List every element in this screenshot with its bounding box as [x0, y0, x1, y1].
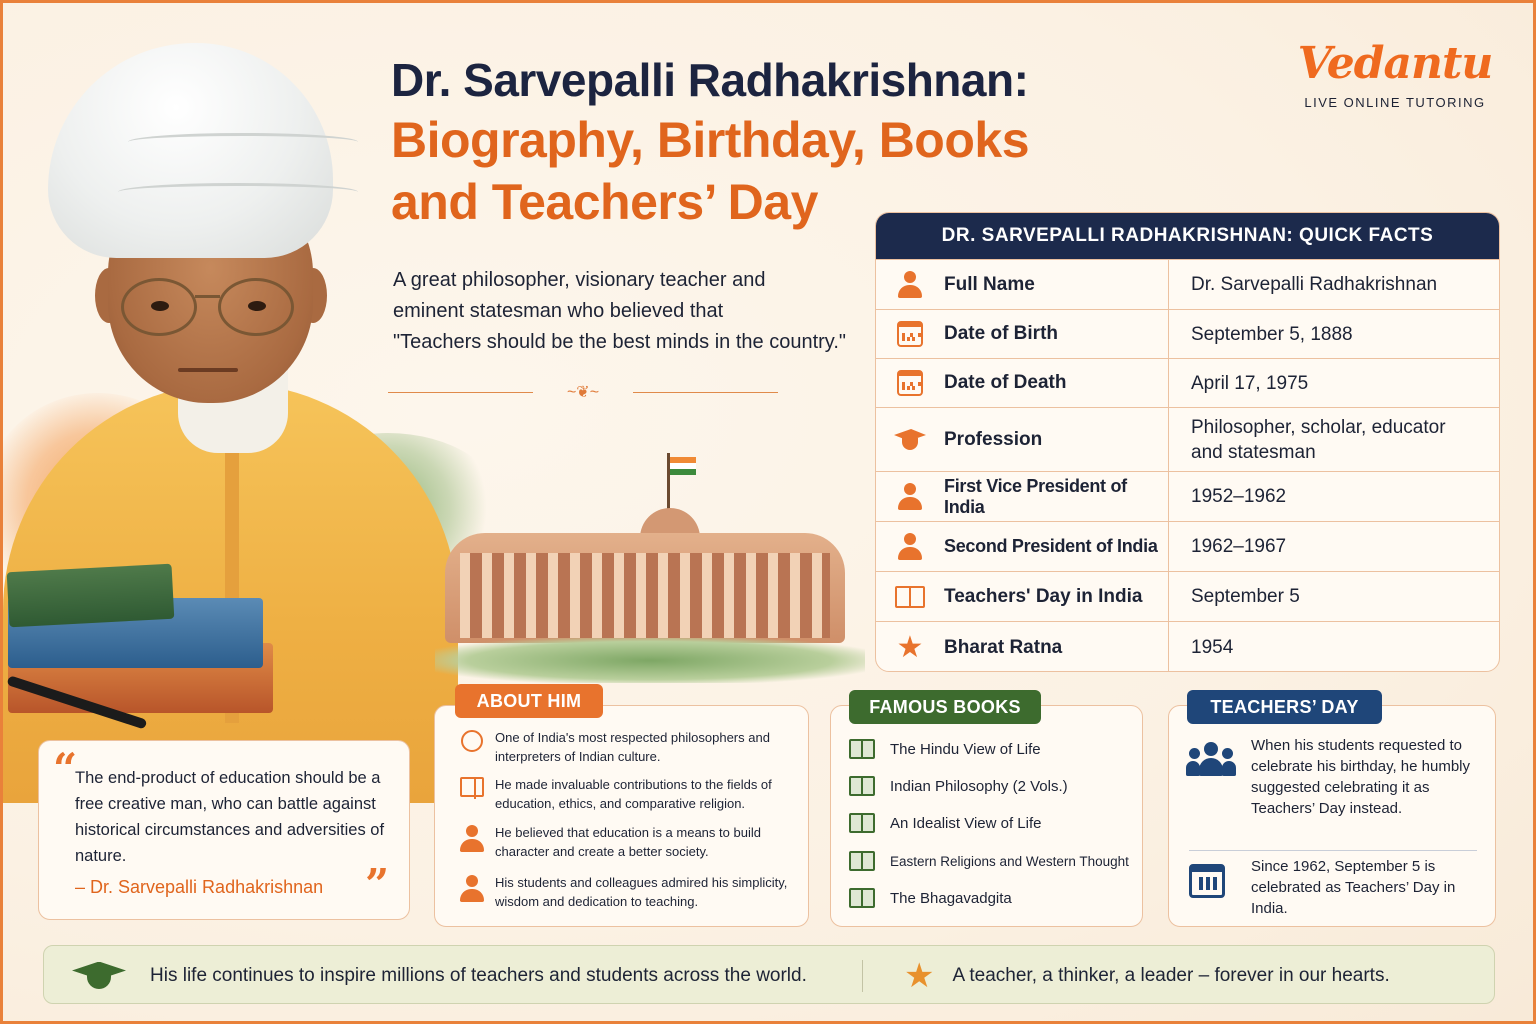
teachers-day-date: Since 1962, September 5 is celebrated as Teachers’ Day in India. — [1251, 858, 1456, 917]
about-item-text: His students and colleagues admired his simplicity, wisdom and dedication to teaching. — [495, 875, 788, 909]
fact-row-date-of-birth — [876, 309, 1500, 358]
book-list-item — [849, 739, 1041, 759]
book-icon — [849, 888, 875, 908]
quick-facts-table — [875, 212, 1500, 672]
book-icon — [849, 851, 875, 871]
turban-fold — [128, 133, 358, 151]
book-icon — [460, 777, 484, 797]
left-lens — [121, 278, 197, 336]
book-list-item — [849, 851, 1129, 871]
vedantu-logo[interactable] — [1295, 37, 1495, 110]
about-him-panel — [434, 690, 809, 927]
fact-value: 1952–1962 — [1168, 472, 1500, 521]
turban-fold — [118, 183, 358, 201]
about-item — [449, 873, 799, 911]
calendar-icon — [897, 321, 923, 347]
fact-label: Date of Birth — [944, 323, 1058, 344]
footer-left — [72, 946, 807, 1005]
fact-row-profession — [876, 407, 1500, 471]
graduation-cap-icon — [72, 958, 126, 994]
book-title: The Hindu View of Life — [890, 740, 1041, 758]
about-item-text: He made invaluable contributions to the fields of education, ethics, and comparative religion. — [495, 777, 772, 811]
mouth — [178, 368, 238, 372]
fact-value: 1954 — [1168, 622, 1500, 672]
title-line-1: Dr. Sarvepalli Radhakrishnan: — [391, 54, 1029, 106]
logo-brand: Vedantu — [1297, 38, 1493, 89]
divider — [1189, 850, 1477, 851]
title-line-3: and Teachers’ Day — [391, 174, 818, 230]
star-icon: ★ — [904, 956, 935, 995]
title-line-2: Biography, Birthday, Books — [391, 112, 1030, 168]
about-item — [449, 775, 799, 813]
india-flag-icon — [670, 457, 696, 475]
green-book — [7, 564, 175, 628]
fact-row-full-name — [876, 259, 1500, 309]
fact-value: September 5, 1888 — [1168, 310, 1500, 358]
fact-label: Teachers' Day in India — [944, 585, 1143, 607]
fact-label: Second President of India — [944, 536, 1158, 556]
book-icon — [849, 776, 875, 796]
fact-label: First Vice President of India — [944, 475, 1127, 517]
footer-right-text: A teacher, a thinker, a leader – forever in our hearts. — [952, 964, 1390, 986]
teachers-day-panel — [1168, 696, 1496, 927]
subtitle-line-3: "Teachers should be the best minds in the country." — [393, 331, 846, 353]
fact-row-teachers-day — [876, 571, 1500, 621]
footer-banner — [43, 945, 1495, 1004]
open-book-icon — [895, 586, 925, 608]
fact-row-bharat-ratna — [876, 621, 1500, 672]
about-item — [449, 823, 799, 861]
logo-tagline: LIVE ONLINE TUTORING — [1304, 95, 1486, 110]
close-quote-icon: ” — [365, 860, 390, 909]
graduation-cap-icon — [892, 427, 928, 453]
parliament-illustration — [435, 453, 865, 683]
person-icon — [897, 271, 923, 299]
people-icon — [459, 825, 485, 853]
about-item-text: One of India's most respected philosophers and interpreters of Indian culture. — [495, 730, 770, 764]
divider-line — [388, 392, 533, 393]
person-icon — [897, 483, 923, 511]
subtitle-line-1: A great philosopher, visionary teacher and — [393, 269, 766, 291]
teachers-day-heading: TEACHERS’ DAY — [1187, 690, 1382, 724]
about-item-text: He believed that education is a means to build character and create a better society. — [495, 825, 761, 859]
teachers-day-origin: When his students requested to celebrate his birthday, he humbly suggested celebrating it as Teachers’ Day instead. — [1251, 737, 1471, 817]
colonnade — [460, 553, 830, 638]
person-icon — [897, 533, 923, 561]
right-lens — [218, 278, 294, 336]
book-title: The Bhagavadgita — [890, 889, 1012, 907]
famous-books-panel — [830, 696, 1143, 927]
book-title: Indian Philosophy (2 Vols.) — [890, 777, 1068, 795]
subtitle — [393, 265, 863, 358]
page-title — [391, 51, 1091, 233]
ornament-icon: ~❦~ — [566, 384, 600, 401]
teacher-icon — [459, 875, 485, 903]
fact-value: Dr. Sarvepalli Radhakrishnan — [1168, 260, 1500, 309]
book-list-item — [849, 776, 1068, 796]
fact-row-vice-president — [876, 471, 1500, 521]
open-quote-icon: “ — [53, 744, 78, 793]
footer-right — [904, 946, 1390, 1005]
fact-value: April 17, 1975 — [1168, 359, 1500, 407]
students-icon — [1189, 742, 1233, 778]
about-him-heading: ABOUT HIM — [455, 684, 603, 718]
glasses-bridge — [195, 295, 220, 298]
quote-card — [38, 740, 410, 920]
book-icon — [849, 739, 875, 759]
fact-label: Date of Death — [944, 372, 1067, 393]
quick-facts-heading: DR. SARVEPALLI RADHAKRISHNAN: QUICK FACTS — [876, 213, 1499, 259]
book-title: Eastern Religions and Western Thought — [890, 853, 1129, 869]
about-item — [449, 728, 799, 766]
fact-value: Philosopher, scholar, educator and statesman — [1168, 408, 1500, 471]
book-list-item — [849, 888, 1012, 908]
quote-text: The end-product of education should be a free creative man, who can battle against historical circumstances and adversities of nature. — [75, 769, 385, 865]
turban — [48, 43, 333, 258]
fact-row-date-of-death — [876, 358, 1500, 407]
fact-value: 1962–1967 — [1168, 522, 1500, 571]
book-icon — [849, 813, 875, 833]
fact-row-president — [876, 521, 1500, 571]
lotus-icon — [461, 730, 483, 752]
fact-label: Full Name — [944, 273, 1035, 295]
fact-label: Bharat Ratna — [944, 636, 1063, 658]
famous-books-heading: FAMOUS BOOKS — [849, 690, 1041, 724]
quote-author: – Dr. Sarvepalli Radhakrishnan — [75, 877, 324, 897]
footer-divider — [862, 960, 863, 992]
fact-label: Profession — [944, 428, 1043, 450]
fact-value: September 5 — [1168, 572, 1500, 621]
divider-line — [633, 392, 778, 393]
lawn — [435, 638, 865, 683]
calendar-icon — [1189, 864, 1225, 898]
calendar-icon — [897, 370, 923, 396]
book-title: An Idealist View of Life — [890, 814, 1042, 832]
subtitle-line-2: eminent statesman who believed that — [393, 300, 724, 322]
book-list-item — [849, 813, 1041, 833]
ornamental-divider — [388, 384, 778, 401]
footer-left-text: His life continues to inspire millions of teachers and students across the world. — [150, 964, 807, 986]
star-icon: ★ — [896, 630, 924, 664]
